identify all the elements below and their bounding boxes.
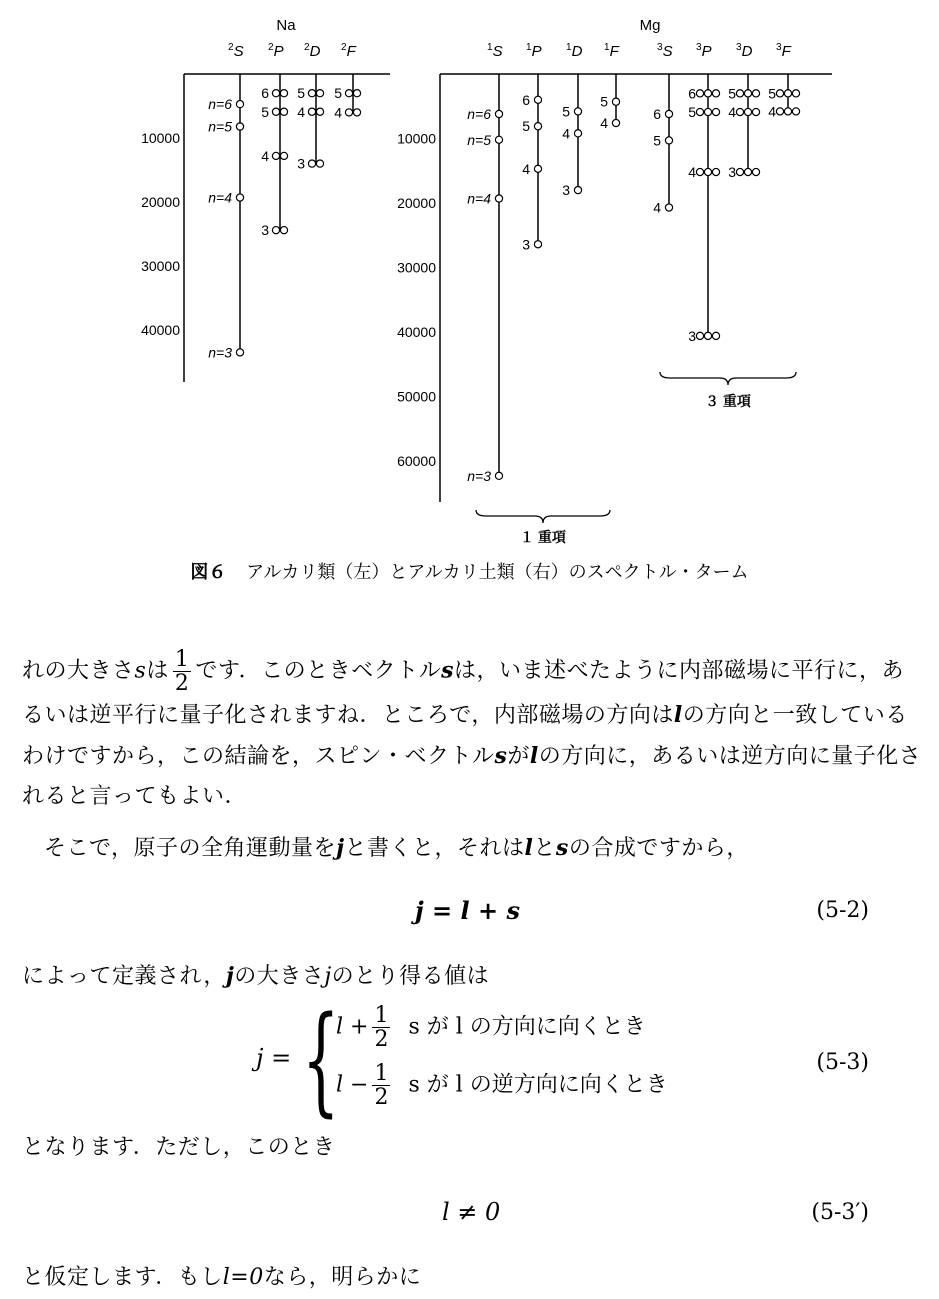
mg-1p-level [534, 123, 541, 130]
text-run: と [533, 836, 556, 861]
var-j: j [324, 964, 332, 989]
mg-3f-label: 4 [768, 103, 776, 120]
spectral-term-diagram [0, 0, 939, 550]
text-run: は [146, 658, 169, 684]
na-tick-label: 30000 [141, 258, 180, 274]
mg-3p-level [696, 168, 703, 175]
mg-3d-level [736, 90, 743, 97]
vec-j: j [336, 835, 345, 861]
equation-5-3-prime: l ≠ 0 [442, 1198, 501, 1226]
na-p-level [272, 90, 279, 97]
mg-3p-level [712, 108, 719, 115]
mg-1s-level [495, 195, 502, 202]
paragraph-2 [22, 828, 922, 869]
text-run: によって定義され， [22, 964, 226, 989]
mg-1d-level [574, 187, 581, 194]
fraction-half [173, 648, 192, 695]
na-p-level [280, 227, 287, 234]
na-s-label: n=5 [208, 118, 232, 135]
case-1-lhs: l + [336, 1014, 369, 1040]
paragraph-1 [22, 648, 922, 817]
mg-3d-label: 5 [728, 85, 736, 102]
figure-caption [0, 558, 939, 584]
mg-1d-level [574, 130, 581, 137]
text-run: なら，明らかに [263, 1265, 422, 1290]
mg-3f-level [776, 90, 783, 97]
frac-num: 1 [374, 1061, 389, 1086]
text-run: のとり得る値は [331, 964, 490, 989]
mg-3d-level [752, 90, 759, 97]
mg-1f-label: 4 [600, 115, 608, 132]
equation-number-5-2: (5-2) [816, 898, 869, 923]
vec-l: l [524, 835, 534, 861]
mg-3p-label: 6 [688, 85, 696, 102]
text-run: です．このときベクトル [195, 658, 442, 684]
mg-1s-label: n=5 [467, 131, 491, 148]
mg-3p-level [696, 90, 703, 97]
na-f-label: 5 [334, 85, 342, 102]
na-p-label: 5 [261, 103, 269, 120]
mg-1d-label: 3 [562, 182, 570, 199]
na-col-header: $^2$S [228, 42, 244, 60]
mg-3f-level [776, 108, 783, 115]
mg-3f-level [784, 108, 791, 115]
na-f-level [345, 109, 352, 116]
mg-3f-level [784, 90, 791, 97]
na-d-level [316, 160, 323, 167]
paragraph-4: となります．ただし，このとき [22, 1135, 336, 1160]
mg-1p-level [534, 165, 541, 172]
mg-col-header: $^1$F [604, 42, 619, 60]
mg-col-header: $^3$S [657, 42, 673, 60]
na-p-level [280, 90, 287, 97]
na-f-level [353, 109, 360, 116]
mg-3d-level [736, 108, 743, 115]
text-run: は，いま述べたように内部磁場に平行に，あるいは逆平行に量子化されますね．ところで，内部磁場の方向は [22, 658, 904, 729]
mg-1p-label: 4 [522, 160, 530, 177]
case-2-text: s が l の逆方向に向くとき [408, 1072, 668, 1098]
na-tick-label: 40000 [141, 322, 180, 338]
na-s-level [236, 349, 243, 356]
text-run: れの大きさ [22, 658, 135, 684]
text-run: の方向と一致しているわけですから，この結論を，スピン・ベクトル [22, 703, 908, 770]
na-col-header: $^2$F [341, 42, 356, 60]
mg-1f-label: 5 [600, 93, 608, 110]
mg-3p-level [704, 108, 711, 115]
vec-s: s [441, 657, 454, 684]
eq-lhs: j = [256, 1044, 292, 1072]
mg-1s-level [495, 472, 502, 479]
mg-3s-label: 5 [653, 132, 661, 149]
mg-3p-label: 4 [688, 164, 696, 181]
mg-3f-level [792, 90, 799, 97]
na-d-level [308, 108, 315, 115]
na-tick-label: 10000 [141, 130, 180, 146]
triplet-label: ３ 重項 [705, 393, 751, 409]
vec-s: s [555, 835, 569, 861]
mg-title: Mg [639, 17, 661, 34]
mg-1p-label: 5 [522, 118, 530, 135]
brace: { [302, 990, 340, 1128]
mg-3d-level [744, 90, 751, 97]
na-d-level [308, 160, 315, 167]
mg-tick-label: 40000 [397, 324, 436, 340]
fraction-half [372, 1062, 390, 1109]
mg-1d-level [574, 108, 581, 115]
case-1-text: s が l の方向に向くとき [408, 1014, 646, 1040]
text-run: と書くと，それは [344, 836, 525, 861]
vec-j: j [225, 963, 235, 989]
mg-3s-level [665, 204, 672, 211]
mg-col-header: $^1$D [566, 42, 583, 60]
fraction-half [372, 1004, 390, 1051]
mg-1f-level [612, 98, 619, 105]
var-s: s [134, 658, 147, 684]
mg-3d-label: 4 [728, 104, 736, 121]
mg-1s-label: n=4 [467, 190, 491, 207]
mg-3d-level [752, 168, 759, 175]
na-col-header: $^2$P [268, 42, 284, 60]
mg-3s-label: 6 [653, 105, 661, 122]
mg-3d-level [744, 108, 751, 115]
math-l-zero: l=0 [222, 1265, 264, 1290]
frac-den: 2 [174, 671, 190, 697]
na-p-label: 3 [261, 222, 269, 239]
mg-col-header: $^3$P [696, 42, 712, 60]
eq-case-2 [336, 1062, 668, 1109]
na-p-level [272, 227, 279, 234]
mg-1s-level [495, 110, 502, 117]
mg-1d-label: 4 [562, 125, 570, 142]
singlet-label: １ 重項 [520, 529, 566, 545]
text-run: の合成ですから， [568, 836, 749, 861]
frac-num: 1 [174, 647, 190, 672]
na-p-label: 6 [261, 85, 269, 102]
mg-tick-label: 10000 [397, 130, 436, 147]
mg-3f-label: 5 [768, 85, 776, 102]
na-p-level [280, 152, 287, 159]
na-d-label: 3 [297, 155, 305, 172]
na-p-level [272, 108, 279, 115]
mg-1p-level [534, 241, 541, 248]
na-d-level [316, 108, 323, 115]
mg-3p-level [704, 90, 711, 97]
na-d-level [316, 90, 323, 97]
na-s-level [236, 194, 243, 201]
na-f-level [345, 90, 352, 97]
mg-col-header: $^1$P [526, 42, 542, 60]
mg-3s-level [665, 137, 672, 144]
mg-3d-label: 3 [728, 164, 736, 181]
mg-3p-level [704, 332, 711, 339]
paragraph-5 [22, 1258, 922, 1298]
vec-l: l [529, 743, 539, 770]
mg-3p-level [712, 168, 719, 175]
mg-3s-label: 4 [653, 199, 661, 216]
na-s-level [236, 100, 243, 107]
mg-3s-level [665, 110, 672, 117]
mg-tick-label: 20000 [397, 195, 436, 211]
mg-3d-level [752, 108, 759, 115]
na-d-level [308, 90, 315, 97]
mg-1s-label: n=6 [467, 105, 491, 122]
mg-1s-level [495, 136, 502, 143]
mg-tick-label: 30000 [397, 259, 436, 276]
equation-5-2: j = l + s [415, 896, 520, 925]
frac-num: 1 [374, 1003, 389, 1028]
mg-3p-level [704, 168, 711, 175]
mg-tick-label: 50000 [397, 388, 436, 405]
na-s-label: n=3 [208, 344, 232, 361]
na-f-level [353, 90, 360, 97]
na-d-label: 5 [297, 85, 305, 102]
mg-3p-level [712, 90, 719, 97]
mg-1p-label: 6 [522, 91, 530, 108]
text-run: と仮定します．もし [22, 1265, 223, 1290]
mg-1p-level [534, 96, 541, 103]
mg-1f-level [612, 119, 619, 126]
mg-3f-level [792, 108, 799, 115]
singlet-brace [476, 510, 610, 523]
mg-1s-label: n=3 [467, 467, 491, 484]
na-p-label: 4 [261, 147, 269, 164]
mg-3d-level [736, 168, 743, 175]
mg-3p-level [696, 332, 703, 339]
text-run: が [507, 744, 530, 770]
mg-3p-label: 3 [688, 327, 696, 344]
na-p-level [280, 108, 287, 115]
na-p-level [272, 152, 279, 159]
na-col-header: $^2$D [304, 42, 321, 60]
na-f-label: 4 [334, 104, 342, 121]
frac-den: 2 [374, 1085, 389, 1111]
na-tick-label: 20000 [141, 194, 180, 210]
figure-label: 図６ [190, 562, 227, 583]
vec-l: l [673, 702, 683, 729]
vec-s: s [494, 743, 508, 770]
equation-number-5-3-prime: (5-3′) [811, 1200, 869, 1225]
equation-number-5-3: (5-3) [816, 1050, 869, 1075]
equation-5-3 [256, 990, 716, 1128]
mg-3p-level [712, 332, 719, 339]
case-2-lhs: l − [336, 1072, 369, 1098]
mg-tick-label: 60000 [397, 453, 436, 469]
mg-col-header: $^3$D [736, 42, 753, 60]
na-s-level [236, 123, 243, 130]
mg-1d-label: 5 [562, 103, 570, 120]
paragraph-3 [22, 956, 922, 997]
triplet-brace [660, 372, 796, 385]
mg-col-header: $^3$F [776, 42, 791, 60]
frac-den: 2 [374, 1027, 389, 1053]
figure-caption-text: アルカリ類（左）とアルカリ土類（右）のスペクトル・ターム [246, 562, 749, 583]
mg-3p-label: 5 [688, 104, 696, 121]
na-d-label: 4 [297, 103, 305, 120]
eq-case-1 [336, 1004, 646, 1051]
mg-3d-level [744, 168, 751, 175]
mg-col-header: $^1$S [487, 42, 503, 60]
na-s-label: n=4 [208, 189, 232, 206]
mg-3p-level [696, 108, 703, 115]
na-title: Na [276, 17, 296, 34]
na-s-label: n=6 [208, 96, 232, 113]
text-run: そこで，原子の全角運動量を [44, 836, 337, 861]
text-run: の方向に，あるいは逆方向に量子化されると言ってもよい． [22, 744, 922, 810]
text-run: の大きさ [234, 964, 325, 989]
mg-1p-label: 3 [522, 236, 530, 253]
